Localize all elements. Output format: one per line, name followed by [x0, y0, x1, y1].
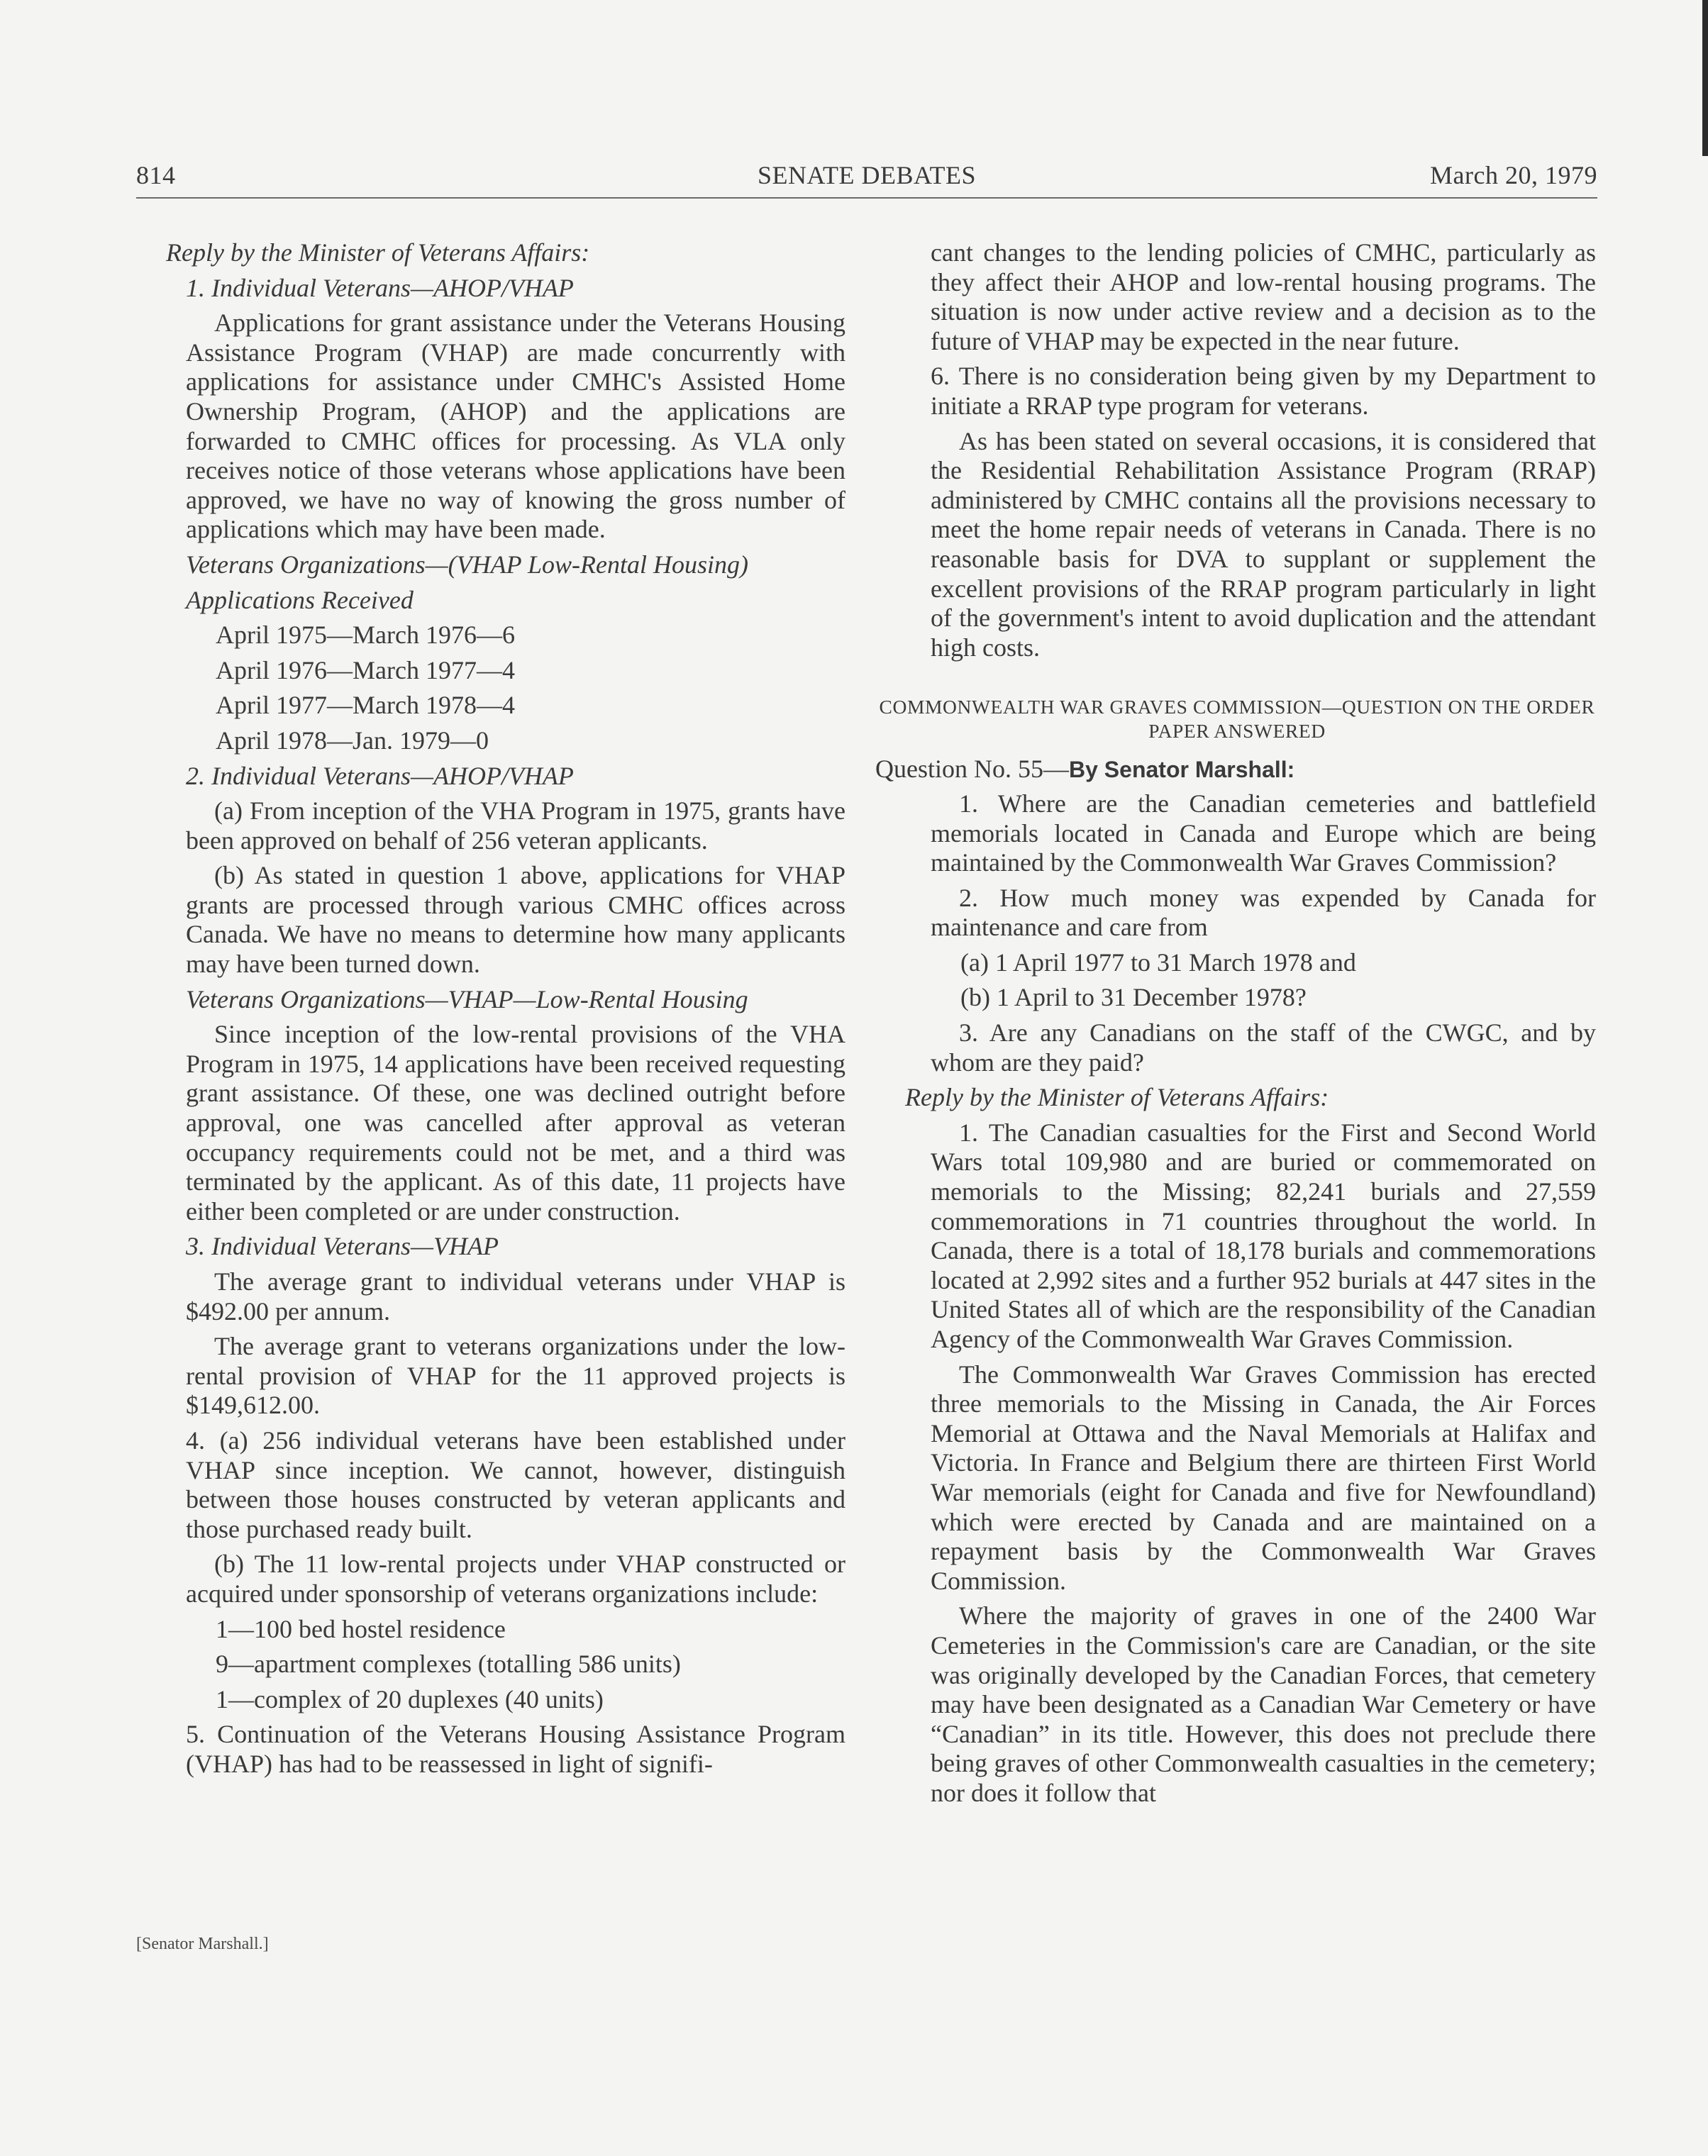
footer-note: [Senator Marshall.]: [136, 1935, 269, 1953]
item1-paragraph: Applications for grant assistance under the Veterans Housing Assistance Program (VHAP) are made concurrently with applications for assistance under CMHC's Assisted Home Ownership Program, (AHOP) and the applications are forwarded to CMHC offices for processing. As VLA only receives notice of those veterans whose applications have been approved, we have no way of knowing the gross number of applications which may have been made.: [186, 309, 845, 544]
item3-paragraph-2: The average grant to veterans organizations under the low-rental provision of VHAP for the 11 approved projects is $149,612.00.: [186, 1332, 845, 1420]
question-2: 2. How much money was expended by Canada for maintenance and care from: [931, 883, 1596, 942]
rrap-paragraph: As has been stated on several occasions, it is considered that the Residential Rehabilitation Assistance Program (RRAP) administered by CMHC contains all the provisions necessary to meet the home repair needs of veterans in Canada. There is no reasonable basis for DVA to supplant or supplement the excellent provisions of the RRAP program particularly in light of the government's intent to avoid duplication and the attendant high costs.: [931, 426, 1596, 662]
item2b-paragraph: (b) As stated in question 1 above, applications for VHAP grants are processed through various CMHC offices across Canada. We have no means to determine how many applicants may have been turned down.: [186, 861, 845, 979]
project-row: 9—apartment complexes (totalling 586 units): [216, 1650, 681, 1679]
item6-paragraph: 6. There is no consideration being given by my Department to initiate a RRAP type program for veterans.: [931, 362, 1596, 420]
question-1: 1. Where are the Canadian cemeteries and battlefield memorials located in Canada and Europe which are being maintained by the Commonwealth War Graves Commission?: [931, 789, 1596, 877]
page-edge-shadow: [1702, 0, 1708, 156]
item2a-paragraph: (a) From inception of the VHA Program in 1975, grants have been approved on behalf of 256 veteran applicants.: [186, 796, 845, 855]
project-row: 1—100 bed hostel residence: [216, 1614, 506, 1643]
applications-received-heading: Applications Received: [186, 585, 414, 614]
veterans-orgs-heading: Veterans Organizations—(VHAP Low-Rental Housing): [186, 550, 748, 579]
item5-paragraph-continued: cant changes to the lending policies of CMHC, particularly as they affect their AHOP and low-rental housing programs. The situation is now under active review and a decision as to the future of VHAP may be expected in the near future.: [931, 238, 1596, 355]
item4b-paragraph: (b) The 11 low-rental projects under VHAP constructed or acquired under sponsorship of veterans organizations include:: [186, 1550, 845, 1608]
applications-row: April 1975—March 1976—6: [216, 621, 515, 650]
question-author: By Senator Marshall:: [1069, 757, 1295, 783]
applications-row: April 1977—March 1978—4: [216, 691, 515, 720]
reply-paragraph-1: 1. The Canadian casualties for the First and Second World Wars total 109,980 and are buried or commemorated on memorials to the Missing; 82,241 burials and 27,559 commemorations in 71 countries throughout the world. In Canada, there is a total of 18,178 burials and commemorations located at 2,992 sites and a further 952 burials at 447 sites in the United States all of which are the responsibility of the Canadian Agency of the Commonwealth War Graves Commission.: [931, 1118, 1596, 1353]
reply-heading-right: Reply by the Minister of Veterans Affairs:: [905, 1083, 1329, 1112]
question-label: Question No. 55—: [875, 755, 1069, 784]
left-column: [166, 238, 845, 1785]
running-head: [136, 160, 1597, 199]
item3-heading: 3. Individual Veterans—VHAP: [186, 1232, 499, 1261]
project-row: 1—complex of 20 duplexes (40 units): [216, 1684, 604, 1713]
section-heading: COMMONWEALTH WAR GRAVES COMMISSION—QUESTION ON THE ORDER PAPER ANSWERED: [879, 696, 1595, 743]
veterans-orgs-low-rental-heading: Veterans Organizations—VHAP—Low-Rental Housing: [186, 984, 748, 1013]
item3-paragraph-1: The average grant to individual veterans under VHAP is $492.00 per annum.: [186, 1267, 845, 1326]
reply-paragraph-3: Where the majority of graves in one of the 2400 War Cemeteries in the Commission's care are Canadian, or the site was originally developed by the Canadian Forces, that cemetery may have been designated as a Canadian War Cemetery or have “Canadian” in its title. However, this does not preclude there being graves of other Commonwealth casualties in the cemetery; nor does it follow that: [931, 1601, 1596, 1807]
item2-heading: 2. Individual Veterans—AHOP/VHAP: [186, 761, 574, 790]
right-column: [875, 238, 1596, 1814]
item1-heading: 1. Individual Veterans—AHOP/VHAP: [186, 273, 574, 302]
item5-paragraph-start: 5. Continuation of the Veterans Housing Assistance Program (VHAP) has had to be reassessed in light of signifi-: [186, 1720, 845, 1778]
applications-row: April 1978—Jan. 1979—0: [216, 726, 489, 755]
page-number: 814: [136, 161, 176, 189]
item4a-paragraph: 4. (a) 256 individual veterans have been established under VHAP since inception. We cannot, however, distinguish between those houses constructed by veteran applicants and those purchased ready built.: [186, 1426, 845, 1543]
reply-paragraph-2: The Commonwealth War Graves Commission has erected three memorials to the Missing in Canada, the Air Forces Memorial at Ottawa and the Naval Memorials at Halifax and Victoria. In France and Belgium there are thirteen First World War memorials (eight for Canada and five for Newfoundland) which were erected by Canada and are maintained on a repayment basis by the Commonwealth War Graves Commission.: [931, 1360, 1596, 1595]
publication-title: SENATE DEBATES: [757, 161, 976, 189]
question-2b: (b) 1 April to 31 December 1978?: [960, 983, 1307, 1012]
question-3: 3. Are any Canadians on the staff of the CWGC, and by whom are they paid?: [931, 1018, 1596, 1077]
question-line: [875, 755, 1596, 785]
question-2a: (a) 1 April 1977 to 31 March 1978 and: [960, 948, 1356, 977]
reply-heading: Reply by the Minister of Veterans Affairs:: [166, 238, 590, 267]
low-rental-paragraph: Since inception of the low-rental provisions of the VHA Program in 1975, 14 applications have been received requesting grant assistance. Of these, one was declined outright before approval, one was cancelled after approval as veteran occupancy requirements could not be met, and a third was terminated by the applicant. As of this date, 11 projects have either been completed or are under construction.: [186, 1020, 845, 1226]
applications-row: April 1976—March 1977—4: [216, 655, 515, 684]
page-date: March 20, 1979: [1430, 161, 1597, 189]
